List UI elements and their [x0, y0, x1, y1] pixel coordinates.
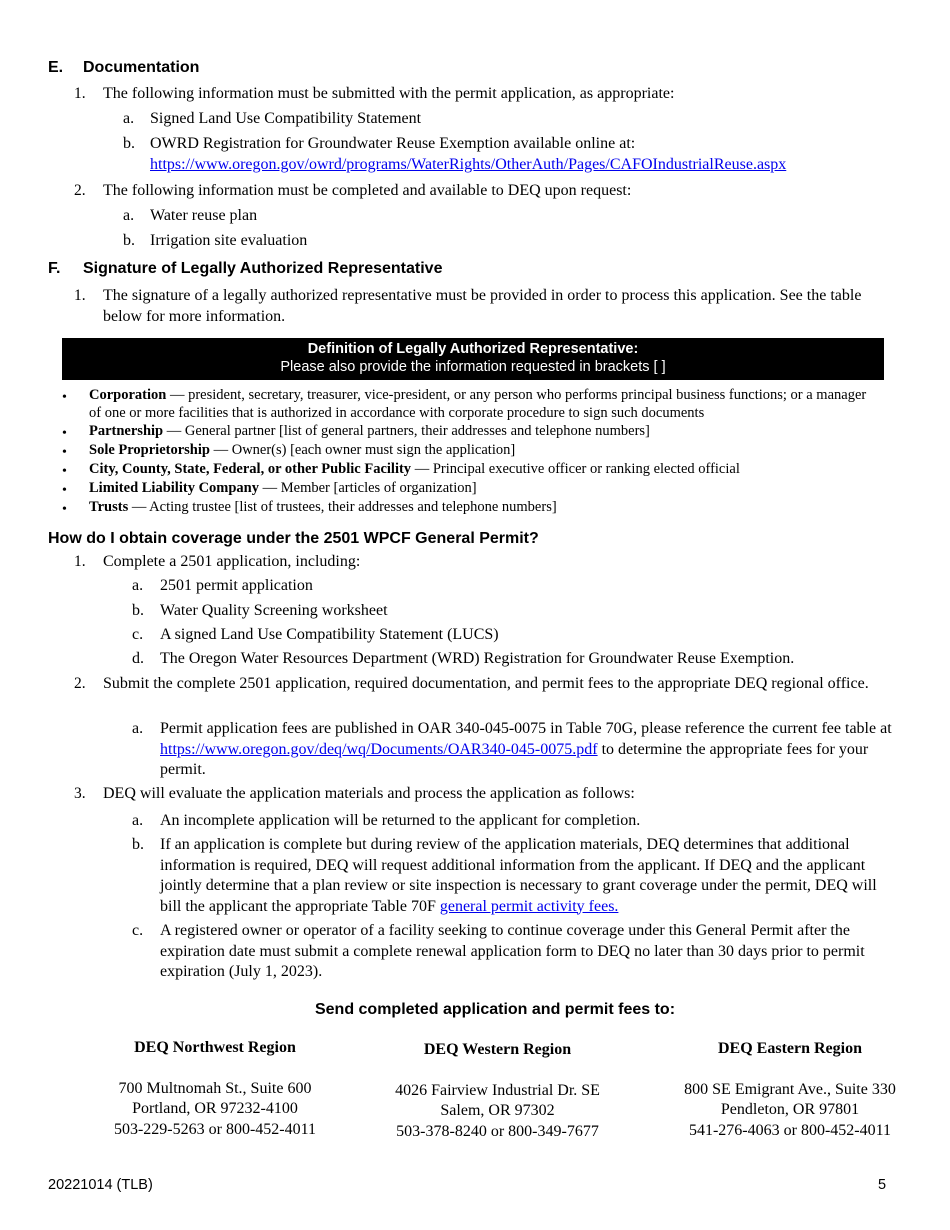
list-number: 1. [74, 553, 86, 570]
region-address-line1: 800 SE Emigrant Ave., Suite 330 [684, 1080, 896, 1098]
definition-item [89, 442, 879, 460]
definition-term: Partnership [89, 423, 164, 439]
region-phone: 503-229-5263 or 800-452-4011 [113, 1120, 317, 1138]
list-number: 2. [74, 182, 86, 199]
region-address-line1: 700 Multnomah St., Suite 600 [118, 1079, 312, 1097]
definition-term: Sole Proprietorship [89, 442, 210, 458]
region-address-line2: Salem, OR 97302 [440, 1102, 555, 1119]
sublist-label: a. [132, 812, 144, 829]
sublist-item-text: Water reuse plan [150, 207, 258, 224]
owrd-link[interactable]: https://www.oregon.gov/owrd/programs/WaterRights/OtherAuth/Pages/CAFOIndustrialReuse.aspx [150, 155, 787, 173]
section-e-heading [48, 59, 199, 77]
sublist-item-text: A signed Land Use Compatibility Statement (LUCS) [160, 626, 499, 643]
list-item-text: The following information must be submitted with the permit application, as appropriate: [103, 85, 675, 102]
region-name: DEQ Western Region [423, 1041, 572, 1058]
sublist-item-text [160, 835, 900, 917]
sublist-item-text: 2501 permit application [160, 577, 313, 594]
sublist-label: a. [123, 110, 135, 127]
review-text: If an application is complete but during review of the application materials, DEQ determines that additional information is required, DEQ will request additional information from the applicant. If DEQ and the applicant jointly determine that a plan review or site inspection is necessary to grant coverage under the permit, DEQ will bill the applicant the appropriate Table 70F [160, 836, 877, 915]
bullet-icon: • [62, 502, 67, 517]
definition-item [89, 480, 879, 498]
bullet-icon: • [62, 464, 67, 479]
definition-header-box [62, 338, 884, 380]
list-number: 1. [74, 287, 86, 304]
definition-term: Trusts [89, 499, 129, 515]
definition-term: Corporation [89, 387, 167, 403]
sublist-label: b. [123, 135, 135, 152]
region-western [355, 1040, 640, 1142]
definition-desc: — Owner(s) [each owner must sign the application] [209, 442, 516, 458]
list-item-text: Submit the complete 2501 application, required documentation, and permit fees to the appropriate DEQ regional office. [103, 675, 869, 692]
bullet-icon: • [62, 426, 67, 441]
sublist-label: a. [132, 577, 144, 594]
sublist-label: b. [132, 836, 144, 853]
definition-desc: — Member [articles of organization] [259, 480, 477, 496]
bullet-icon: • [62, 483, 67, 498]
fee-table-link[interactable]: https://www.oregon.gov/deq/wq/Documents/OAR340-045-0075.pdf [160, 740, 598, 758]
sublist-item-text [160, 719, 900, 781]
activity-fees-link[interactable]: general permit activity fees. [439, 897, 619, 915]
sublist-item-text: Signed Land Use Compatibility Statement [150, 110, 422, 127]
sublist-item-text: Irrigation site evaluation [150, 232, 308, 249]
footer-doc-id: 20221014 (TLB) [48, 1177, 153, 1193]
definition-desc: — Acting trustee [list of trustees, their addresses and telephone numbers] [128, 499, 557, 515]
list-item-text: The signature of a legally authorized representative must be provided in order to process this application. See the table below for more information. [103, 287, 862, 325]
sublist-label: c. [132, 626, 144, 643]
list-item-text: Complete a 2501 application, including: [103, 553, 361, 570]
page-number: 5 [878, 1177, 887, 1193]
sublist-label: c. [132, 922, 144, 939]
definition-item [89, 423, 879, 441]
list-item-text: The following information must be completed and available to DEQ upon request: [103, 182, 632, 199]
sublist-label: b. [123, 232, 135, 249]
section-f-heading [48, 260, 442, 278]
definition-desc: — president, secretary, treasurer, vice-president, or any person who performs principal business functions; or a manager of one or more facilities that is authorized in accordance with corporate procedure to sign such documents [89, 387, 867, 421]
sublist-label: a. [123, 207, 135, 224]
definition-subtitle: Please also provide the information requested in brackets [ ] [280, 359, 666, 375]
region-address-line2: Pendleton, OR 97801 [720, 1101, 860, 1118]
region-address-line1: 4026 Fairview Industrial Dr. SE [395, 1081, 600, 1099]
sublist-item-text [150, 134, 890, 175]
sublist-item-text: The Oregon Water Resources Department (WRD) Registration for Groundwater Reuse Exemption. [160, 650, 795, 667]
section-letter: E. [48, 59, 64, 76]
region-address-line2: Portland, OR 97232-4100 [132, 1100, 298, 1117]
sublist-label: a. [132, 720, 144, 737]
send-heading: Send completed application and permit fees to: [314, 1001, 676, 1018]
region-phone: 541-276-4063 or 800-452-4011 [688, 1121, 892, 1139]
region-eastern [645, 1039, 935, 1141]
region-phone: 503-378-8240 or 800-349-7677 [396, 1122, 599, 1140]
sublist-item-text: Water Quality Screening worksheet [160, 602, 388, 619]
region-name: DEQ Northwest Region [134, 1039, 296, 1056]
sublist-label: b. [132, 602, 144, 619]
section-letter: F. [48, 260, 61, 277]
sublist-item-text: An incomplete application will be returned to the applicant for completion. [160, 812, 641, 829]
region-northwest [75, 1038, 355, 1140]
list-item-text: DEQ will evaluate the application materials and process the application as follows: [103, 785, 635, 802]
definition-item [89, 461, 879, 479]
definition-item [89, 499, 879, 517]
owrd-text: OWRD Registration for Groundwater Reuse Exemption available online at: [150, 135, 636, 152]
definition-item [89, 387, 879, 422]
sublist-item-text: A registered owner or operator of a facility seeking to continue coverage under this General Permit after the expiration date must submit a complete renewal application form to DEQ no later than 30 days prior to permit expiration (July 1, 2023). [160, 922, 865, 980]
fee-text-before: Permit application fees are published in OAR 340-045-0075 in Table 70G, please reference the current fee table at [160, 720, 892, 737]
definition-title: Definition of Legally Authorized Representative: [307, 341, 639, 357]
region-name: DEQ Eastern Region [718, 1040, 862, 1057]
sublist-label: d. [132, 650, 144, 667]
definition-term: Limited Liability Company [89, 480, 259, 496]
definition-term: City, County, State, Federal, or other Public Facility [89, 461, 412, 477]
bullet-icon: • [62, 390, 67, 405]
bullet-icon: • [62, 445, 67, 460]
list-number: 1. [74, 85, 86, 102]
definition-desc: — Principal executive officer or ranking elected official [411, 461, 740, 477]
list-number: 3. [74, 785, 86, 802]
fee-text-after: to determine the appropriate fees for your permit. [160, 740, 869, 778]
section-title: Signature of Legally Authorized Representative [83, 260, 443, 277]
coverage-heading: How do I obtain coverage under the 2501 WPCF General Permit? [48, 530, 539, 547]
list-number: 2. [74, 675, 86, 692]
definition-desc: — General partner [list of general partners, their addresses and telephone numbers] [163, 423, 650, 439]
section-title: Documentation [83, 59, 200, 76]
